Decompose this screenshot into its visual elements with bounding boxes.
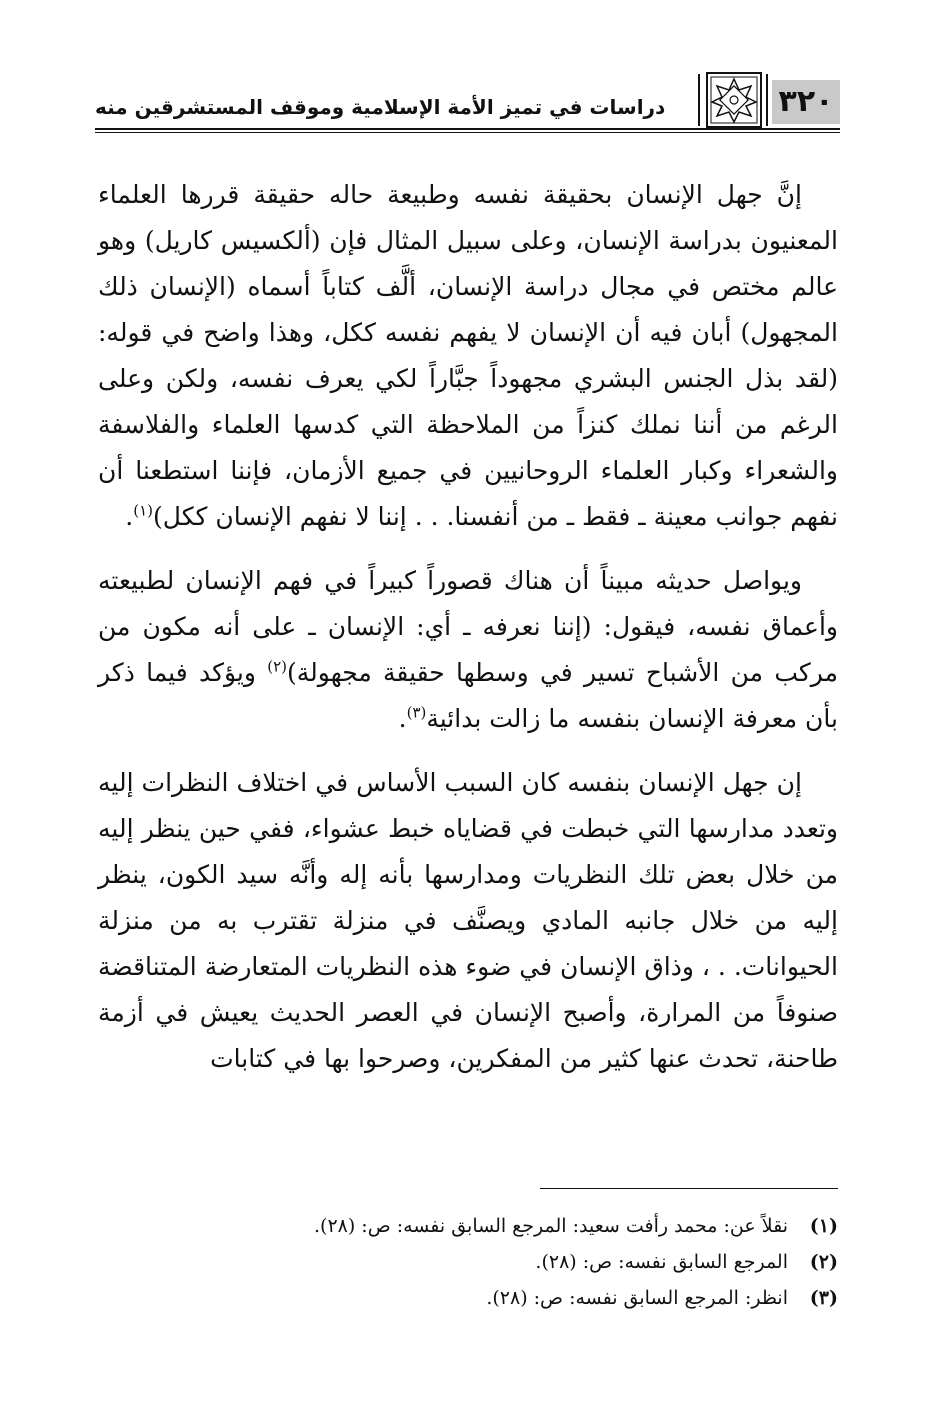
footnote-marker: (١) xyxy=(133,501,154,520)
footnote-number: (٣) xyxy=(809,1287,838,1309)
paragraph-2 xyxy=(98,558,838,742)
paragraph-text: ويواصل حديثه مبيناً أن هناك قصوراً كبيراً في فهم الإنسان لطبيعته وأعماق نفسه، فيقول: (إننا نعرفه ـ أي: الإنسان ـ على أنه مكون من مركب من الأشباح تسير في وسطها حقيقة مجهولة) xyxy=(98,566,838,687)
header-divider xyxy=(766,74,768,126)
body-text xyxy=(98,172,838,1100)
footnote-text: انظر: المرجع السابق نفسه: ص: (٢٨). xyxy=(486,1287,788,1309)
footnote-number: (١) xyxy=(809,1215,838,1237)
paragraph-text: . xyxy=(398,704,407,733)
header-divider xyxy=(698,74,700,126)
geometric-star-ornament-icon xyxy=(706,72,762,128)
paragraph-3 xyxy=(98,760,838,1082)
footnote-text: المرجع السابق نفسه: ص: (٢٨). xyxy=(535,1251,788,1273)
footnote-item xyxy=(98,1208,838,1244)
footnotes xyxy=(98,1208,838,1316)
running-title: دراسات في تميز الأمة الإسلامية وموقف المستشرقين منه xyxy=(95,95,666,119)
paragraph-text: إنَّ جهل الإنسان بحقيقة نفسه وطبيعة حاله حقيقة قررها العلماء المعنيون بدراسة الإنسان، وعلى سبيل المثال فإن (ألكسيس كاريل) وهو عالم مختص في مجال دراسة الإنسان، ألَّف كتاباً أسماه (الإنسان ذلك المجهول) أبان فيه أن الإنسان لا يفهم نفسه ككل، وهذا واضح في قوله: (لقد بذل الجنس البشري مجهوداً جبَّاراً لكي يعرف نفسه، ولكن وعلى الرغم من أننا نملك كنزاً من الملاحظة التي كدسها العلماء والفلاسفة والشعراء وكبار العلماء الروحانيين في جميع الأزمان، فإننا استطعنا أن نفهم جوانب معينة ـ فقط ـ من أنفسنا. . . إننا لا نفهم الإنسان ككل) xyxy=(98,180,838,531)
page-number: ٣٢٠ xyxy=(772,80,840,124)
paragraph-text: ويؤكد فيما ذكر بأن معرفة الإنسان بنفسه ما زالت بدائية xyxy=(98,658,838,733)
running-header xyxy=(95,72,840,132)
paragraph-text: إن جهل الإنسان بنفسه كان السبب الأساس في اختلاف النظرات إليه وتعدد مدارسها التي خبطت في قضاياه خبط عشواء، ففي حين ينظر إليه من خلال بعض تلك النظريات ومدارسها بأنه إله وأنَّه سيد الكون، ينظر إليه من خلال جانبه المادي ويصنَّف في منزلة تقترب به من منزلة الحيوانات. . ، وذاق الإنسان في ضوء هذه النظريات المتعارضة المتناقضة صنوفاً من المرارة، وأصبح الإنسان في العصر الحديث يعيش في أزمة طاحنة، تحدث عنها كثير من المفكرين، وصرحوا بها في كتابات xyxy=(98,768,838,1073)
header-rule xyxy=(95,128,840,130)
paragraph-text: . xyxy=(125,502,134,531)
footnote-item xyxy=(98,1244,838,1280)
footnote-marker: (٢) xyxy=(267,657,287,676)
footnote-marker: (٣) xyxy=(406,703,427,722)
paragraph-1 xyxy=(98,172,838,540)
footnote-number: (٢) xyxy=(809,1251,838,1273)
footnote-text: نقلاً عن: محمد رأفت سعيد: المرجع السابق نفسه: ص: (٢٨). xyxy=(313,1215,788,1237)
header-rule-thin xyxy=(95,132,840,133)
footnote-separator xyxy=(540,1188,838,1189)
footnote-item xyxy=(98,1280,838,1316)
